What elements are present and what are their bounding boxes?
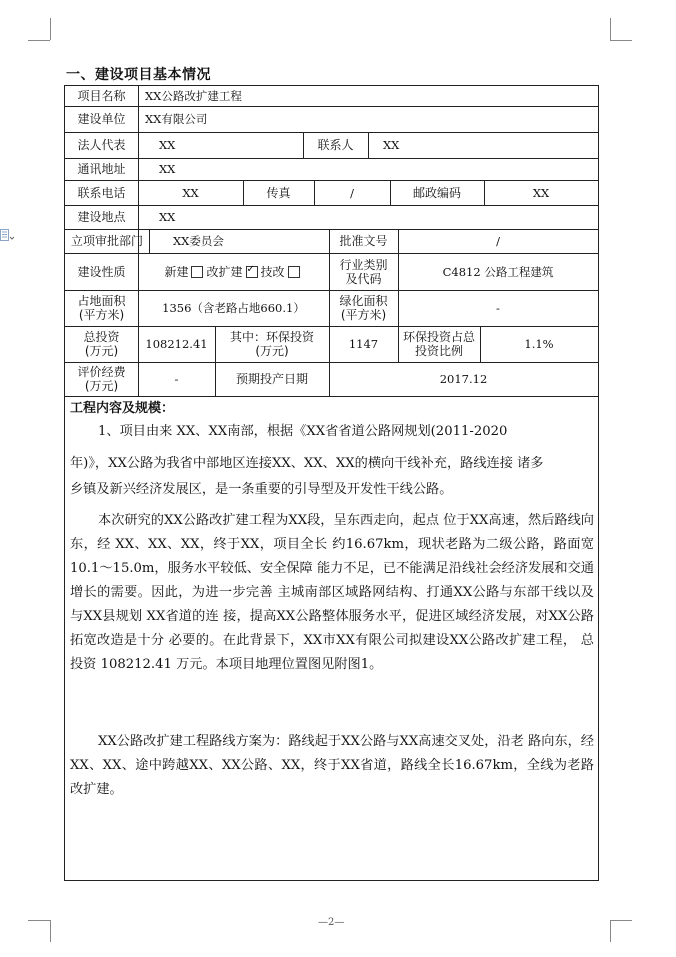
value-doc-number: / bbox=[496, 234, 500, 248]
value-address: XX bbox=[159, 162, 176, 176]
value-location: XX bbox=[159, 210, 176, 224]
paragraph-route: XX公路改扩建工程路线方案为：路线起于XX公路与XX高速交叉处，沿老 路向东，经XX、XX、途中跨越XX、XX公路、XX，终于XX省道，路线全长16.67km，全线为老路改扩建。 bbox=[70, 734, 594, 797]
option-tech-label: 技改 bbox=[260, 264, 285, 279]
crop-mark bbox=[28, 920, 50, 921]
label-builder: 建设单位 bbox=[77, 112, 126, 126]
label-address: 通讯地址 bbox=[77, 162, 126, 176]
label-doc-number: 批准文号 bbox=[339, 234, 388, 248]
value-contact: XX bbox=[383, 138, 400, 152]
value-green-area: - bbox=[496, 301, 500, 315]
label-green-area: 绿化面积(平方米) bbox=[339, 294, 388, 322]
value-env-ratio: 1.1% bbox=[524, 337, 554, 351]
label-postal: 邮政编码 bbox=[412, 185, 461, 200]
paragraph-study: 本次研究的XX公路改扩建工程为XX段，呈东西走向，起点 位于XX高速，然后路线向东，经 XX、XX、XX，终于XX，项目全长 约16.67km，现状老路为二级公路，路面宽10.1～15.0m，服务水平较低、安全保障 能力不足，已不能满足沿线社会经济发展和交通增长的需要。因此，为进一步完善 主城南部区域路网结构、打通XX公路与东部干线以及与XX县规划 XX省道的连 接，提高XX公路整体服务水平，促进区域经济发展，对XX公路拓宽改造是十分 必要的。在此背景下，XX市XX有限公司拟建设XX公路改扩建工程， 总投资 108212.41 万元。本项目地理位置图见附图1。 bbox=[70, 513, 594, 672]
crop-mark bbox=[610, 40, 632, 41]
crop-mark bbox=[610, 920, 632, 921]
value-investment: 108212.41 bbox=[145, 337, 208, 351]
label-review-fee: 评价经费(万元) bbox=[77, 365, 126, 393]
value-project-name: XX公路改扩建工程 bbox=[145, 89, 242, 103]
document-icon[interactable] bbox=[0, 228, 14, 244]
paragraph-origin-2: 年)》，XX公路为我省中部地区连接XX、XX、XX的横向干线补充，路线连接 诸多 bbox=[70, 456, 544, 471]
label-phone: 联系电话 bbox=[77, 185, 126, 200]
crop-mark bbox=[610, 18, 611, 40]
crop-mark bbox=[28, 40, 50, 41]
value-phone: XX bbox=[182, 185, 199, 200]
label-project-name: 项目名称 bbox=[77, 89, 126, 103]
label-industry: 行业类别及代码 bbox=[339, 257, 388, 286]
value-approval-dept: XX委员会 bbox=[173, 234, 224, 248]
page-heading: 一、建设项目基本情况 bbox=[66, 67, 211, 83]
checkbox-new[interactable] bbox=[191, 266, 203, 278]
value-env-investment: 1147 bbox=[348, 337, 379, 351]
paragraph-origin-1: 1、项目由来 XX、XX南部，根据《XX省省道公路网规划(2011-2020 bbox=[98, 424, 508, 439]
label-production-date: 预期投产日期 bbox=[235, 372, 308, 386]
value-production-date: 2017.12 bbox=[439, 372, 488, 386]
label-env-investment: 其中：环保投资(万元) bbox=[229, 330, 314, 358]
checkbox-expand[interactable] bbox=[246, 266, 258, 278]
value-legal-rep: XX bbox=[159, 138, 176, 152]
label-contact: 联系人 bbox=[317, 138, 354, 152]
value-fax: / bbox=[350, 185, 354, 200]
option-new-label: 新建 bbox=[164, 264, 189, 279]
option-expand-label: 改扩建 bbox=[206, 264, 243, 279]
checkbox-tech[interactable] bbox=[288, 266, 300, 278]
value-area: 1356（含老路占地660.1） bbox=[162, 301, 305, 315]
paragraph-origin-3: 乡镇及新兴经济发展区，是一条重要的引导型及开发性干线公路。 bbox=[70, 482, 453, 497]
label-env-ratio: 环保投资占总投资比例 bbox=[402, 330, 475, 358]
content-title: 工程内容及规模： bbox=[70, 401, 175, 416]
label-fax: 传真 bbox=[266, 185, 291, 200]
label-nature: 建设性质 bbox=[77, 264, 126, 279]
label-approval-dept: 立项审批部门 bbox=[70, 234, 143, 248]
crop-mark bbox=[610, 920, 611, 942]
value-review-fee: - bbox=[174, 372, 179, 386]
label-area: 占地面积(平方米) bbox=[77, 294, 126, 322]
crop-mark bbox=[50, 18, 51, 40]
label-legal-rep: 法人代表 bbox=[77, 138, 126, 152]
nature-options bbox=[138, 253, 329, 290]
page-number: —2— bbox=[318, 917, 345, 928]
value-industry: C4812 公路工程建筑 bbox=[442, 264, 554, 279]
label-location: 建设地点 bbox=[77, 210, 126, 224]
label-investment: 总投资(万元) bbox=[83, 330, 120, 358]
value-postal: XX bbox=[532, 185, 550, 200]
value-builder: XX有限公司 bbox=[145, 112, 208, 126]
crop-mark bbox=[50, 920, 51, 942]
